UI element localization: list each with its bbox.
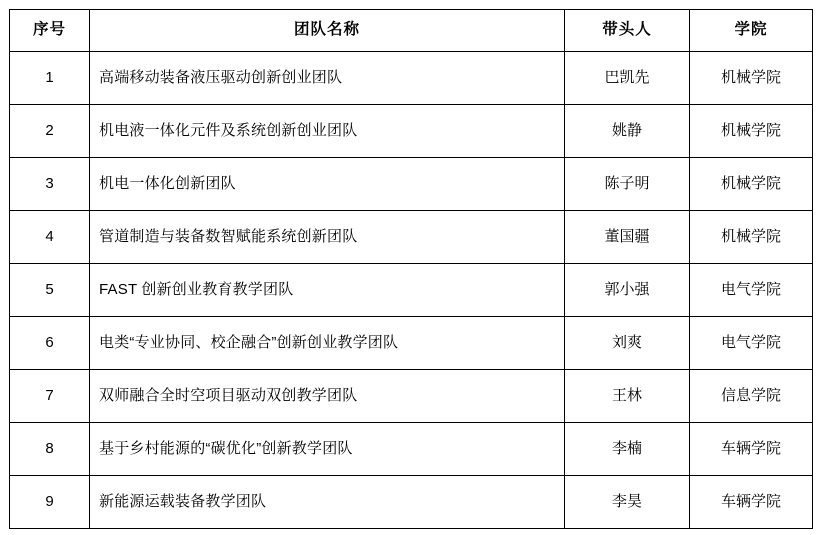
cell-team-name: 高端移动装备液压驱动创新创业团队: [90, 52, 565, 105]
cell-leader: 巴凯先: [565, 52, 690, 105]
cell-college: 电气学院: [690, 264, 813, 317]
table-row: [10, 317, 813, 370]
cell-index: 5: [10, 264, 90, 317]
cell-college: 机械学院: [690, 52, 813, 105]
cell-college: 车辆学院: [690, 423, 813, 476]
cell-index: 9: [10, 476, 90, 529]
cell-index: 8: [10, 423, 90, 476]
cell-college: 信息学院: [690, 370, 813, 423]
cell-leader: 李昊: [565, 476, 690, 529]
table-body: [10, 52, 813, 529]
cell-team-name: 管道制造与装备数智赋能系统创新团队: [90, 211, 565, 264]
cell-team-name: FAST 创新创业教育教学团队: [90, 264, 565, 317]
cell-index: 4: [10, 211, 90, 264]
cell-team-name: 机电液一体化元件及系统创新创业团队: [90, 105, 565, 158]
team-list-table: [9, 9, 813, 529]
cell-team-name: 基于乡村能源的“碳优化”创新教学团队: [90, 423, 565, 476]
table-row: [10, 105, 813, 158]
cell-team-name: 电类“专业协同、校企融合”创新创业教学团队: [90, 317, 565, 370]
table-row: [10, 52, 813, 105]
cell-leader: 姚静: [565, 105, 690, 158]
cell-college: 机械学院: [690, 158, 813, 211]
cell-team-name: 双师融合全时空项目驱动双创教学团队: [90, 370, 565, 423]
cell-leader: 王林: [565, 370, 690, 423]
cell-leader: 董国疆: [565, 211, 690, 264]
cell-leader: 李楠: [565, 423, 690, 476]
table-row: [10, 370, 813, 423]
cell-index: 7: [10, 370, 90, 423]
table-row: [10, 476, 813, 529]
cell-index: 1: [10, 52, 90, 105]
cell-college: 车辆学院: [690, 476, 813, 529]
cell-college: 电气学院: [690, 317, 813, 370]
cell-team-name: 机电一体化创新团队: [90, 158, 565, 211]
cell-team-name: 新能源运载装备教学团队: [90, 476, 565, 529]
cell-index: 2: [10, 105, 90, 158]
cell-leader: 陈子明: [565, 158, 690, 211]
column-header-leader: 带头人: [565, 10, 690, 52]
cell-index: 6: [10, 317, 90, 370]
cell-college: 机械学院: [690, 105, 813, 158]
table-row: [10, 211, 813, 264]
table-row: [10, 158, 813, 211]
cell-leader: 刘爽: [565, 317, 690, 370]
cell-leader: 郭小强: [565, 264, 690, 317]
table-row: [10, 264, 813, 317]
cell-college: 机械学院: [690, 211, 813, 264]
table-header: [10, 10, 813, 52]
column-header-index: 序号: [10, 10, 90, 52]
column-header-college: 学院: [690, 10, 813, 52]
table-header-row: [10, 10, 813, 52]
table-row: [10, 423, 813, 476]
column-header-name: 团队名称: [90, 10, 565, 52]
cell-index: 3: [10, 158, 90, 211]
